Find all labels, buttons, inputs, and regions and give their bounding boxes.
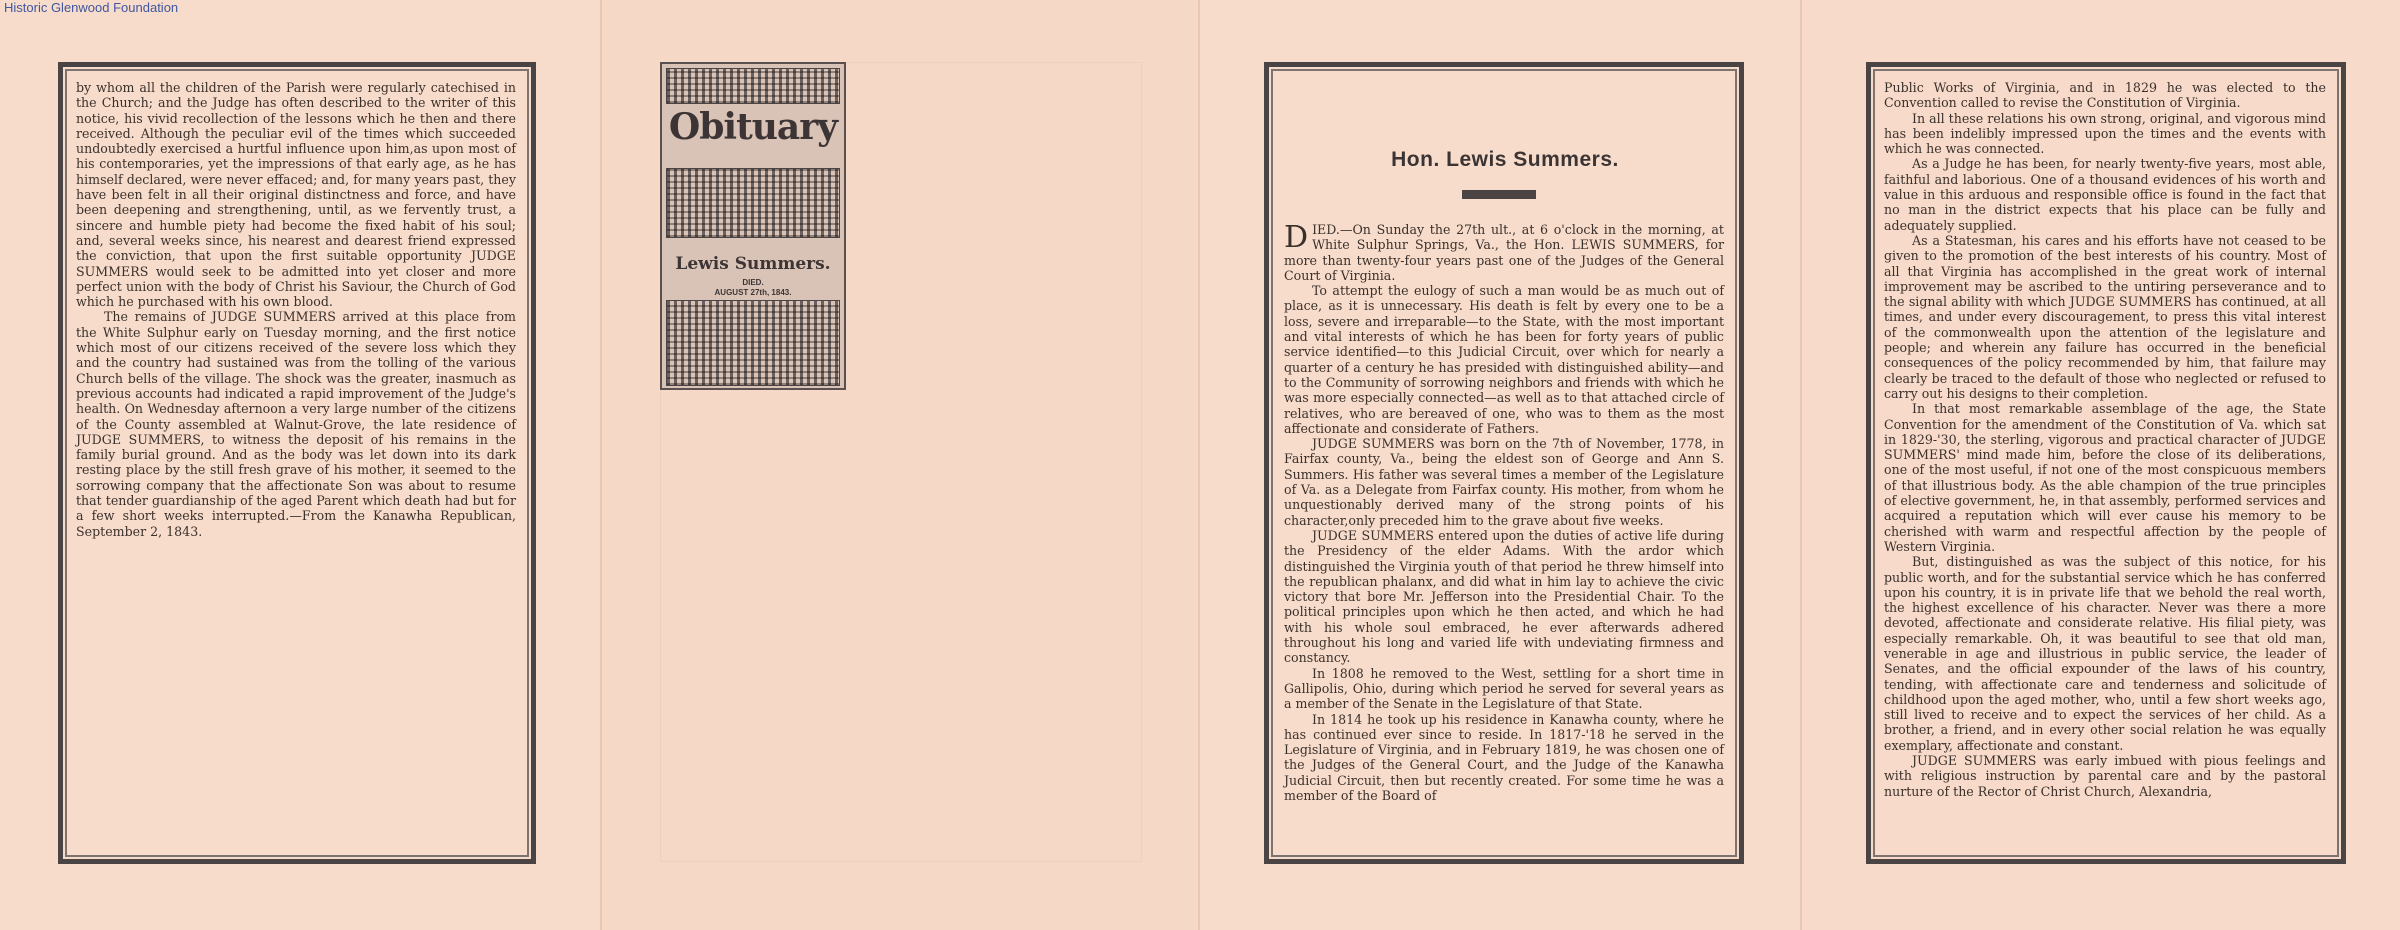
- foundation-label: Historic Glenwood Foundation: [4, 0, 179, 15]
- paragraph: But, distinguished as was the subject of this notice, for his public worth, and for the substantial service which he has conferred upon his country, it is in private life that we behold the real worth, the highest excellence of his character. Never was there a more devoted, affectionate and considerate relative. His filial piety, was especially remarkable. Oh, it was beautiful to see that old man, venerable in age and illustrious in public service, the leader of Senates, and the official expounder of the laws of his country, tending, with affectionate care and tenderness and solicitude of childhood upon the aged mother, who, until a few short weeks ago, still lived to receive and to expect the services of her child. As a brother, a friend, and in every other social relation he was equally exemplary, affectionate and constant.: [1884, 554, 2326, 753]
- paragraph: In 1808 he removed to the West, settling for a short time in Gallipolis, Ohio, during which period he served for several years as a member of the Senate in the Legislature of that State.: [1284, 665, 1724, 712]
- cover-title: Obituary: [668, 106, 838, 148]
- page-title: Hon. Lewis Summers.: [1391, 148, 1619, 171]
- paragraph: In 1814 he took up his residence in Kanawha county, where he has continued ever since to reside. In 1817-'18 he served in the Legislature of Virginia, and in February 1819, he was chosen one of the Judges of the General Court, and the Judge of the Kanawha Judicial Circuit, then but recently created. For some time he was a member of the Board of: [1284, 711, 1724, 803]
- paragraph: JUDGE SUMMERS entered upon the duties of active life during the Presidency of the elder Adams. With the ardor which distinguished the Virginia youth of that period he threw himself into the republican phalanx, and did what in him lay to achieve the civic victory that bore Mr. Jefferson into the Presidential Chair. To the political principles upon which he then acted, and which he had with his whole soul embraced, he ever afterwards adhered throughout his long and varied life with undeviating firmness and constancy.: [1284, 527, 1724, 666]
- fold-line: [1800, 0, 1802, 930]
- cover-died: DIED.: [742, 278, 764, 287]
- ornament-band: [666, 168, 840, 238]
- paragraph: Public Works of Virginia, and in 1829 he was elected to the Convention called to revise the Constitution of Virginia.: [1884, 80, 2326, 111]
- paragraph: The remains of JUDGE SUMMERS arrived at this place from the White Sulphur early on Tuesday morning, and the first notice which most of our citizens received of the severe loss which they and the country had sustained was from the tolling of the various Church bells of the village. The shock was the greater, inasmuch as previous accounts had indicated a rapid improvement of the Judge's health. On Wednesday afternoon a very large number of the citizens of the County assembled at Walnut-Grove, the late residence of JUDGE SUMMERS, to witness the deposit of his remains in the family burial ground. And as the body was let down into its dark resting place by the still fresh grave of his mother, it seemed to the sorrowing company that the affectionate Son was about to resume that tender guardianship of the aged Parent which death had but for a few short weeks interrupted.—From the Kanawha Republican, September 2, 1843.: [76, 309, 516, 539]
- text-column: [1284, 222, 1724, 803]
- cover-label: [660, 62, 846, 390]
- cover-date: AUGUST 27th, 1843.: [714, 288, 792, 297]
- fold-line: [600, 0, 602, 930]
- fold-line: [1198, 0, 1200, 930]
- text-column: [1884, 80, 2326, 799]
- paragraph: JUDGE SUMMERS was born on the 7th of November, 1778, in Fairfax county, Va., being the eldest son of George and Ann S. Summers. His father was several times a member of the Legislature of Va. as a Delegate from Fairfax county. His mother, from whom he unquestionably derived many of the strong points of his character,only preceded him to the grave about five weeks.: [1284, 436, 1724, 528]
- paragraph: In all these relations his own strong, original, and vigorous mind has been indelibly impressed upon the times and the events with which he was connected.: [1884, 110, 2327, 157]
- ornament-band: [666, 68, 840, 104]
- paragraph: As a Statesman, his cares and his efforts have not ceased to be given to the promotion of the best interests of his country. Most of all that Virginia has accomplished in the great work of internal improvement may be ascribed to the untiring perseverance and to the signal ability with which JUDGE SUMMERS has continued, at all times, and under every discouragement, to press this vital interest of the commonwealth upon the attention of the legislature and people; and wherein any failure has occurred in the beneficial consequences of the policy recommended by him, that failure may clearly be traced to the default of those who neglected or refused to carry out his designs to their completion.: [1884, 232, 2326, 401]
- paragraph: As a Judge he has been, for nearly twenty-five years, most able, faithful and laborious. One of a thousand evidences of his worth and value in this arduous and responsible office is found in the fact that no man in the district expects that his place can be fully and adequately supplied.: [1884, 156, 2326, 233]
- ornament-band: [666, 300, 840, 386]
- paragraph: by whom all the children of the Parish were regularly catechised in the Church; and the Judge has often described to the writer of this notice, his vivid recollection of the lessons which he then and there received. Although the peculiar evil of the times which succeeded undoubtedly exercised a hurtful influence upon him,as upon most of his contemporaries, yet the impressions of that early age, as he has himself declared, were never effaced; and, for many years past, they have been felt in all their original distinctness and force, and have been deepening and strengthening, until, as we fervently trust, a sincere and humble piety had become the fixed habit of his soul; and, several weeks since, his nearest and dearest friend expressed the conviction, that upon the first suitable opportunity JUDGE SUMMERS would seek to be admitted into yet closer and more perfect union with the body of Christ his Saviour, the Church of God which he purchased with his own blood.: [76, 80, 516, 310]
- paragraph: IED.—On Sunday the 27th ult., at 6 o'clock in the morning, at White Sulphur Springs, Va., the Hon. LEWIS SUMMERS, for more than twenty-four years past one of the Judges of the General Court of Virginia.: [1284, 222, 1724, 283]
- paragraph: In that most remarkable assemblage of the age, the State Convention for the amendment of the Constitution of Va. which sat in 1829-'30, the sterling, vigorous and practical character of JUDGE SUMMERS' mind made him, before the close of its deliberations, one of the most useful, if not one of the most conspicuous members of that illustrious body. As the able champion of the true principles of elective government, he, in that assembly, performed services and acquired a reputation which will ever cause his memory to be cherished with warm and respectful affection by the people of Western Virginia.: [1884, 401, 2326, 554]
- paragraph: JUDGE SUMMERS was early imbued with pious feelings and with religious instruction by parental care and by the pastoral nurture of the Rector of Christ Church, Alexandria,: [1884, 753, 2326, 799]
- drop-cap: D: [1284, 220, 1309, 255]
- title-rule: [1462, 190, 1536, 199]
- text-column: [76, 80, 516, 539]
- paragraph: To attempt the eulogy of such a man would be as much out of place, as it is unnecessary. His death is felt by every one to be a loss, severe and irreparable—to the State, with the most important and vital interests of which he has been for forty years of public service identified—to this Judicial Circuit, over which for nearly a quarter of a century he has presided with distinguished ability—and to the Community of sorrowing neighbors and friends with which he was more especially connected—as well as to that attached circle of relatives, who are bereaved of one, who was to them as the most affectionate and considerate of Fathers.: [1284, 283, 1724, 436]
- cover-name: Lewis Summers.: [675, 254, 831, 274]
